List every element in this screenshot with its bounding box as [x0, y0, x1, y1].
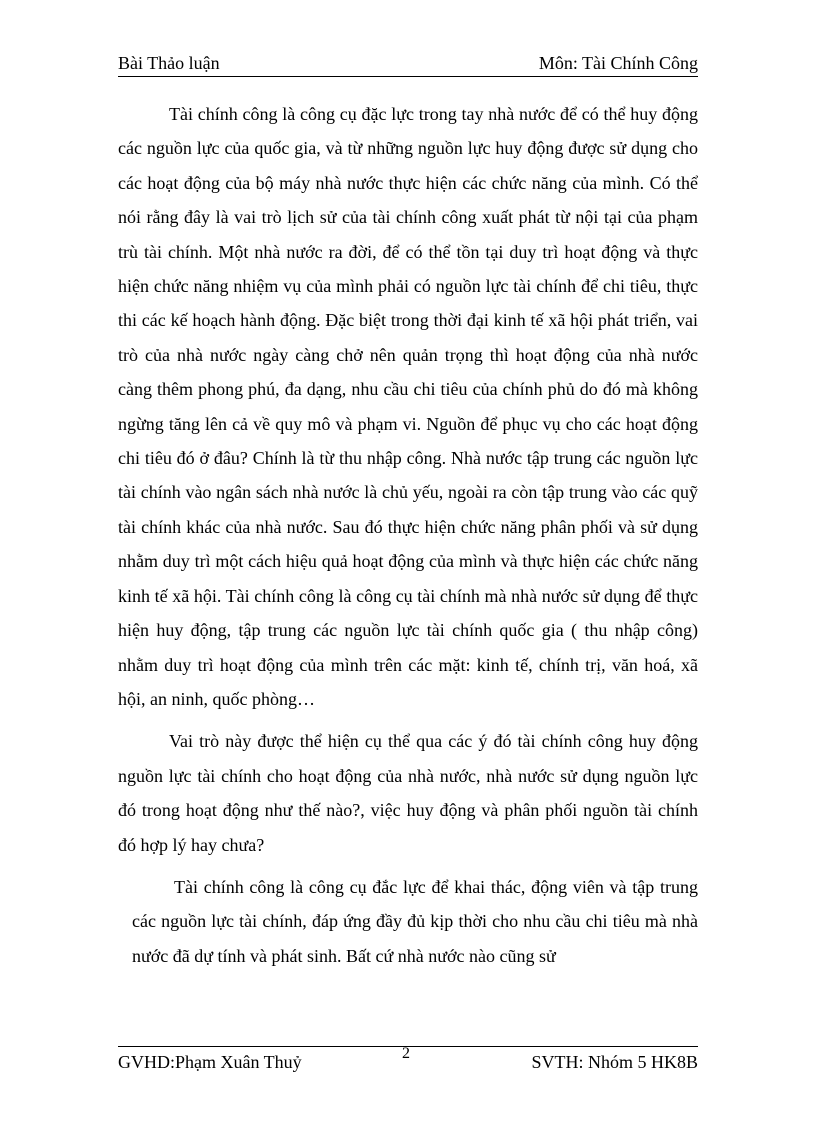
page-number: 2: [402, 1045, 410, 1062]
body-paragraph: Vai trò này được thể hiện cụ thể qua các ý đó tài chính công huy động nguồn lực tài chính cho hoạt động của nhà nước, nhà nước sử dụng nguồn lực đó trong hoạt động như thế nào?, việc huy động và phân phối nguồn tài chính đó hợp lý hay chưa?: [118, 731, 698, 855]
header-document-type: Bài Thảo luận: [118, 53, 220, 73]
header-subject: Môn: Tài Chính Công: [538, 53, 698, 73]
document-body: [118, 97, 698, 973]
body-paragraph: Tài chính công là công cụ đắc lực để khai thác, động viên và tập trung các nguồn lực tài chính, đáp ứng đầy đủ kịp thời cho nhu cầu chi tiêu mà nhà nước đã dự tính và phát sinh. Bất cứ nhà nước nào cũng sử: [132, 876, 698, 966]
page-footer: [118, 1046, 698, 1077]
footer-instructor: GVHD:Phạm Xuân Thuỷ: [118, 1052, 302, 1072]
footer-student-group: SVTH: Nhóm 5 HK8B: [531, 1052, 698, 1072]
page-header: [118, 50, 698, 77]
body-paragraph: Tài chính công là công cụ đặc lực trong tay nhà nước để có thể huy động các nguồn lực của quốc gia, và từ những nguồn lực huy động được sử dụng cho các hoạt động của bộ máy nhà nước thực hiện các chức năng của mình. Có thể nói rằng đây là vai trò lịch sử của tài chính công xuất phát từ nội tại của phạm trù tài chính. Một nhà nước ra đời, để có thể tồn tại duy trì hoạt động và thực hiện chức năng nhiệm vụ của mình phải có nguồn lực tài chính để chi tiêu, thực thi các kế hoạch hành động. Đặc biệt trong thời đại kinh tế xã hội phát triển, vai trò của nhà nước ngày càng chở nên quản trọng thì hoạt động của nhà nước càng thêm phong phú, đa dạng, nhu cầu chi tiêu của chính phủ do đó mà không ngừng tăng lên cả về quy mô và phạm vi. Nguồn để phục vụ cho các hoạt động chi tiêu đó ở đâu? Chính là từ thu nhập công. Nhà nước tập trung các nguồn lực tài chính vào ngân sách nhà nước là chủ yếu, ngoài ra còn tập trung vào các quỹ tài chính khác của nhà nước. Sau đó thực hiện chức năng phân phối và sử dụng nhằm duy trì một cách hiệu quả hoạt động của mình và thực hiện các chức năng kinh tế xã hội. Tài chính công là công cụ tài chính mà nhà nước sử dụng để thực hiện huy động, tập trung các nguồn lực tài chính quốc gia ( thu nhập công) nhằm duy trì hoạt động của mình trên các mặt: kinh tế, chính trị, văn hoá, xã hội, an ninh, quốc phòng…: [118, 104, 698, 709]
